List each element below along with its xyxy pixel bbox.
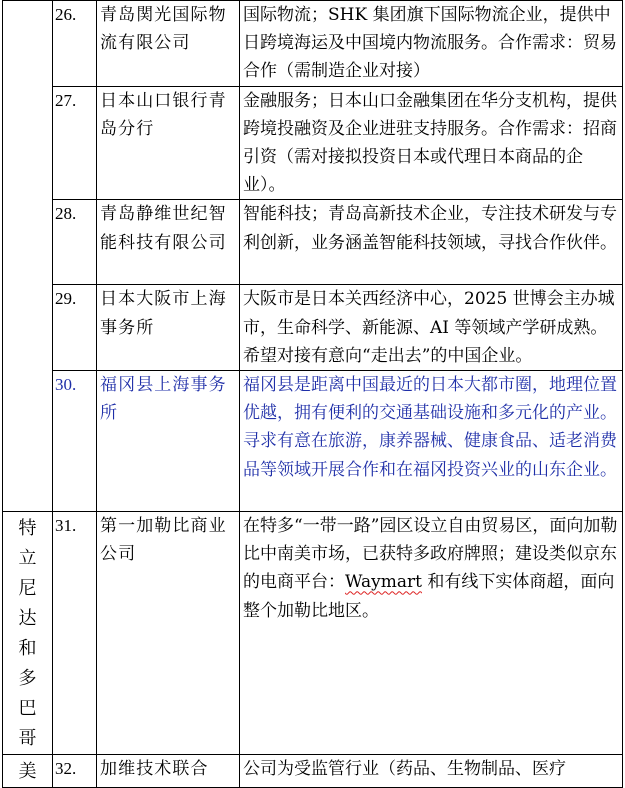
- table-row: [3, 285, 623, 371]
- region-char: 哥: [18, 728, 37, 750]
- row-number: 26.: [53, 1, 97, 87]
- region-char: 达: [18, 608, 37, 630]
- company-description: 公司为受监管行业（药品、生物制品、医疗: [240, 755, 623, 788]
- company-name: 福冈县上海事务所: [97, 371, 240, 512]
- company-name: 加维技术联合: [97, 755, 240, 788]
- region-cell-usa: 美: [3, 755, 53, 788]
- company-description: 大阪市是日本关西经济中心，2025 世博会主办城市，生命科学、新能源、AI 等领域产学研成熟。希望对接有意向“走出去”的中国企业。: [240, 285, 623, 371]
- table-row: [3, 755, 623, 788]
- row-number: 28.: [53, 200, 97, 285]
- row-number: 31.: [53, 512, 97, 755]
- description-text: 在特多“一带一路”园区设立自由贸易区，面向加勒比中南美市场，已获特多政府牌照；建设类似京东的电商平台：: [243, 516, 618, 593]
- table-row: [3, 86, 623, 200]
- company-description: 福冈县是距离中国最近的日本大都市圈，地理位置优越，拥有便利的交通基础设施和多元化的产业。寻求有意在旅游，康养器械、健康食品、适老消费品等领域开展合作和在福冈投资兴业的山东企业。: [240, 371, 623, 512]
- table-row: [3, 200, 623, 285]
- region-cell-japan-continued: [3, 1, 53, 512]
- table-row-highlighted: [3, 371, 623, 512]
- company-name: 第一加勒比商业公司: [97, 512, 240, 755]
- description-text: 和有线下实体商超，面向整个加勒比地区。: [243, 572, 615, 621]
- region-char: 立: [18, 548, 37, 570]
- region-char: 特: [18, 518, 37, 540]
- company-description: [240, 512, 623, 755]
- region-char: 巴: [18, 698, 37, 720]
- company-name: 青岛静维世纪智能科技有限公司: [97, 200, 240, 285]
- region-cell-trinidad-tobago: [3, 512, 53, 755]
- table-row: [3, 512, 623, 755]
- row-number: 32.: [53, 755, 97, 788]
- brand-name-spellcheck: Waymart: [345, 572, 422, 593]
- company-description: 智能科技；青岛高新技术企业，专注技术研发与专利创新，业务涵盖智能科技领域，寻找合作伙伴。: [240, 200, 623, 285]
- table-row: [3, 1, 623, 87]
- partner-table: [2, 0, 623, 788]
- company-name: 青岛関光国际物流有限公司: [97, 1, 240, 87]
- row-number: 30.: [53, 371, 97, 512]
- company-description: 金融服务；日本山口金融集团在华分支机构，提供跨境投融资及企业进驻支持服务。合作需求：招商引资（需对接拟投资日本或代理日本商品的企业）。: [240, 86, 623, 200]
- row-number: 29.: [53, 285, 97, 371]
- company-description: 国际物流；SHK 集团旗下国际物流企业，提供中日跨境海运及中国境内物流服务。合作需求：贸易合作（需制造企业对接）: [240, 1, 623, 87]
- row-number: 27.: [53, 86, 97, 200]
- region-char: 和: [18, 638, 37, 660]
- company-name: 日本大阪市上海事务所: [97, 285, 240, 371]
- region-char: 多: [18, 668, 37, 690]
- company-name: 日本山口银行青岛分行: [97, 86, 240, 200]
- region-char: 尼: [18, 578, 37, 600]
